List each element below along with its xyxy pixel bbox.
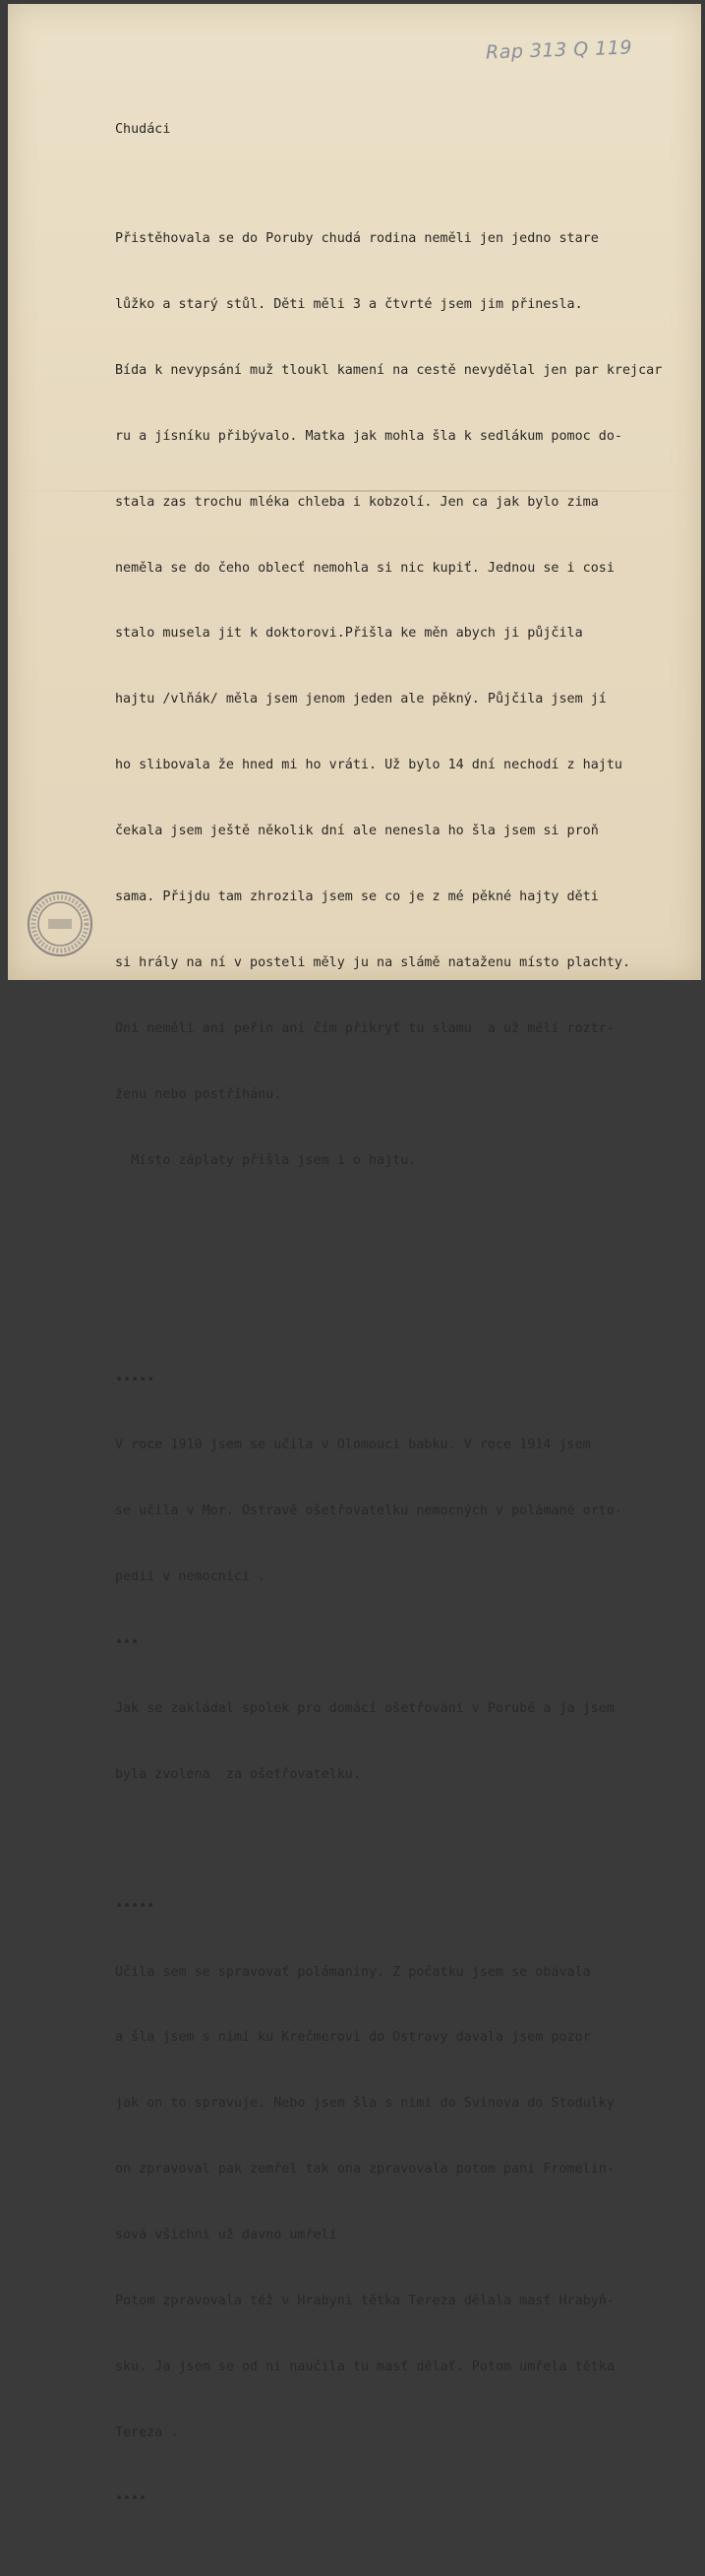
text-line: Potom zpravovala též v Hrabyni tětka Tereza dělala masť Hrabyň- <box>115 2293 615 2308</box>
text-line <box>115 1830 685 1852</box>
text-line: jak on to spravuje. Nebo jsem šla s nimi do Svinova do Stodulky <box>115 2096 615 2112</box>
text-line: ho slibovala že hned mi ho vráti. Už bylo 14 dní nechodí z hajtu <box>115 758 622 773</box>
separator-dots: •••• <box>115 2490 147 2506</box>
text-line: sama. Přijdu tam zhrozila jsem se co je z mé pěkné hajty děti <box>115 889 599 904</box>
text-line: V roce 1910 jsem se učila v Olomouci babku. V roce 1914 jsem <box>115 1438 591 1453</box>
archive-id: Rap 313 Q 119 <box>485 36 633 64</box>
separator-dots: ••••• <box>115 1372 155 1387</box>
text-line: ženu nebo postříhánu. <box>115 1086 282 1102</box>
document-title: Chudáci <box>115 121 171 137</box>
text-line: pedii v nemocnici . <box>115 1569 266 1585</box>
text-line: lůžko a starý stůl. Děti měli 3 a čtvrté jsem jim přinesla. <box>115 296 583 312</box>
text-line: sová všichni už davno umřeli <box>115 2228 337 2243</box>
text-line <box>115 1304 685 1325</box>
separator-dots: ••• <box>115 1635 140 1651</box>
separator-dots: ••••• <box>115 1898 155 1914</box>
paragraph-story <box>115 184 685 1215</box>
text-line: a šla jsem s nimi ku Krečmerovi do Ostravy davala jsem pozor <box>115 2030 591 2046</box>
text-line: Tereza . <box>115 2424 179 2440</box>
text-line: on zpravoval pak zemřel tak ona zpravovala potom pani Fromelin- <box>115 2162 615 2177</box>
text-line: stala zas trochu mléka chleba i kobzolí. Jen ca jak bylo zima <box>115 494 599 510</box>
text-line: stalo musela jit k doktorovi.Přišla ke měn abych ji půjčila <box>115 626 583 642</box>
text-line: byla zvolena za ošetřovatelku. <box>115 1766 361 1782</box>
text-line: Místo záplaty přišla jsem i o hajtu. <box>115 1152 417 1168</box>
text-line: se učila v Mor. Ostravě ošetřovatelku nemocných v polámané orto- <box>115 1503 622 1519</box>
text-line: ru a jísníku přibývalo. Matka jak mohla šla k sedlákum pomoc do- <box>115 428 622 444</box>
archive-stamp-icon <box>26 889 94 958</box>
text-line: čekala jsem ještě několik dní ale nenesla ho šla jsem si proň <box>115 824 599 839</box>
text-line: Oni neměli ani peřin ani čím přikryť tu slamu a už měli roztr- <box>115 1020 615 1036</box>
text-line: si hrály na ní v posteli měly ju na slámě nataženu místo plachty. <box>115 954 631 970</box>
text-line: Učila sem se spravovať polámaniny. Z počatku jsem se obávala <box>115 1964 591 1980</box>
text-line: sku. Ja jsem se od ni naučila tu masť dělať. Potom umřela tětka <box>115 2359 615 2374</box>
text-line: neměla se do čeho obleсť nemohla si nic kupiť. Jednou se i cosi <box>115 560 615 576</box>
paragraph-notes <box>115 1259 685 2554</box>
text-line: Jak se zakládal spolek pro domácí ošetřování v Porubě a ja jsem <box>115 1700 615 1716</box>
document-body <box>115 69 685 2576</box>
text-line: Bída k nevypsání muž tloukl kamení na cestě nevydělal jen par krejcar <box>115 362 663 378</box>
text-line: Přistěhovala se do Poruby chudá rodina neměli jen jedno stare <box>115 231 599 247</box>
text-line: hajtu /vlňák/ měla jsem jenom jeden ale pěkný. Půjčila jsem jí <box>115 692 607 707</box>
